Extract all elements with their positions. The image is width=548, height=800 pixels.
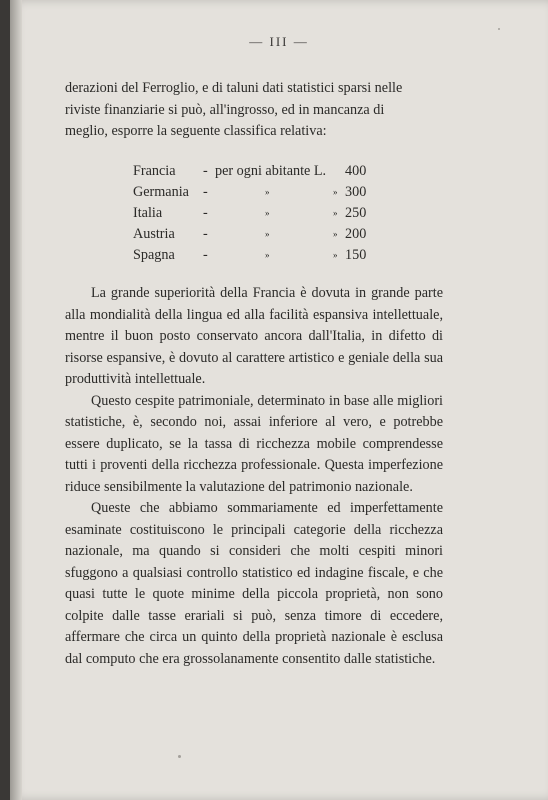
table-row: [133, 182, 373, 203]
paragraph: Questo cespite patrimoniale, determinato in base alle migliori statistiche, è, secondo noi, assai inferiore al vero, e potrebbe essere duplicato, se la tassa di ricchezza mobile comprendesse tutti i proventi della ricchezza professionale. Questa imperfezione riduce sensibilmente la valutazione del patrimonio nazionale.: [65, 392, 443, 495]
ditto-mark: »: [333, 208, 338, 218]
paper-speck: [498, 28, 500, 30]
intro-line: meglio, esporre la seguente classifica relativa:: [65, 123, 327, 139]
row-dash: -: [203, 226, 208, 242]
value: 300: [345, 184, 367, 200]
value: 400: [345, 163, 367, 179]
row-dash: -: [203, 205, 208, 221]
table-row: [133, 161, 373, 182]
paragraph: La grande superiorità della Francia è dovuta in grande parte alla mondialità della lingua ed alla facilità espansiva intellettuale, mentre il buon posto conservato ancora dall'Italia, in difetto di risorse espansive, è dovuto al carattere artistico e geniale della sua produttività intellettuale.: [65, 285, 443, 387]
row-dash: -: [203, 163, 208, 179]
country-name: Francia: [133, 163, 176, 179]
table-row: [133, 224, 373, 245]
ditto-mark: »: [333, 187, 338, 197]
country-name: Italia: [133, 205, 163, 221]
row-dash: -: [203, 184, 208, 200]
intro-line: derazioni del Ferroglio, e di taluni dati statistici sparsi nelle: [65, 80, 403, 96]
ranking-table: [133, 161, 373, 266]
country-name: Austria: [133, 226, 175, 242]
intro-paragraph: [65, 78, 443, 143]
ditto-mark: »: [265, 208, 270, 218]
book-page: [10, 0, 548, 800]
table-row: [133, 245, 373, 266]
value: 250: [345, 205, 367, 221]
ditto-mark: »: [265, 250, 270, 260]
page-number: — III —: [249, 34, 309, 49]
paragraph: Queste che abbiamo sommariamente ed imperfettamente esaminate costituiscono le principali categorie della ricchezza nazionale, ma quando si consideri che molti cespiti minori sfuggono a qualsiasi controllo statistico ed indagine fiscale, e che quasi tutte le quote minime della piccola proprietà, non sono colpite dalle tasse erariali si può, senza timore di eccedere, affermare che circa un quinto della proprietà nazionale è esclusa dal computo che era grossolanamente consentito dalle statistiche.: [65, 500, 443, 667]
country-name: Spagna: [133, 247, 175, 263]
body-text: [65, 283, 443, 670]
country-name: Germania: [133, 184, 189, 200]
page-binding-edge: [10, 0, 22, 800]
value: 150: [345, 247, 367, 263]
value: 200: [345, 226, 367, 242]
ditto-mark: »: [333, 229, 338, 239]
table-row: [133, 203, 373, 224]
row-dash: -: [203, 247, 208, 263]
ditto-mark: »: [265, 229, 270, 239]
paper-speck: [178, 755, 181, 758]
ditto-mark: »: [333, 250, 338, 260]
per-capita-label: per ogni abitante L.: [215, 163, 327, 179]
ditto-mark: »: [265, 187, 270, 197]
intro-line: riviste finanziarie si può, all'ingrosso, ed in mancanza di: [65, 101, 385, 118]
